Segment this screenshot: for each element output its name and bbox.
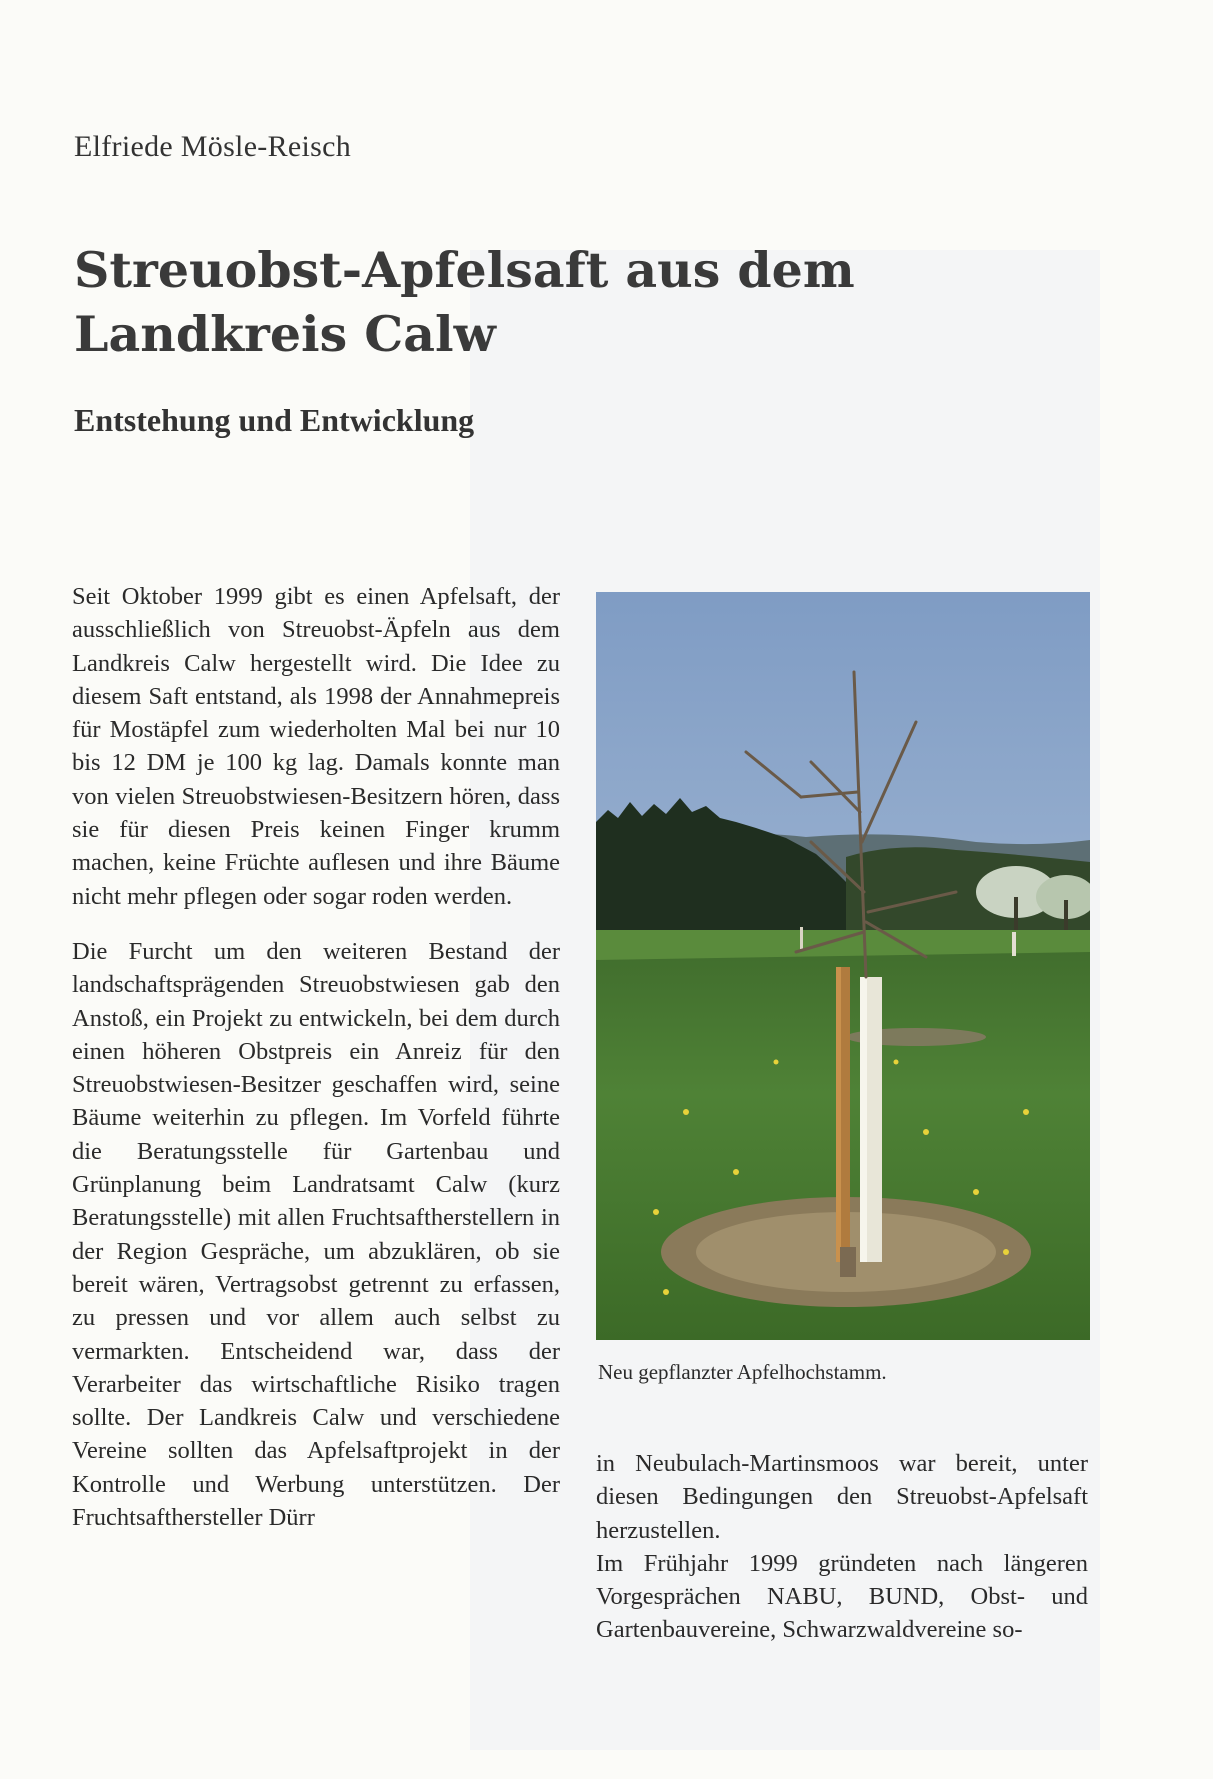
author-name: Elfriede Mösle-Reisch bbox=[74, 130, 352, 163]
right-text-column bbox=[596, 1447, 1088, 1647]
tree-photo bbox=[596, 592, 1090, 1340]
figure-caption: Neu gepflanzter Apfelhochstamm. bbox=[598, 1360, 887, 1384]
article-title: Streuobst-Apfelsaft aus dem Landkreis Calw bbox=[74, 241, 855, 363]
left-text-column bbox=[72, 580, 560, 1556]
paragraph: Seit Oktober 1999 gibt es einen Apfelsaft, der ausschließlich von Streuobst-Äpfeln aus dem Landkreis Calw hergestellt wird. Die Idee zu diesem Saft entstand, als 1998 der Annahmepreis für Mostäpfel zum wiederholten Mal bei nur 10 bis 12 DM je 100 kg lag. Damals konnte man von vielen Streuobstwiesen-Besitzern hören, dass sie für diesen Preis keinen Finger krumm machen, keine Früchte auflesen und ihre Bäume nicht mehr pflegen oder sogar roden werden. bbox=[72, 583, 560, 910]
paragraph: Die Furcht um den weiteren Bestand der landschaftsprägenden Streuobstwiesen gab den Anstoß, ein Projekt zu entwickeln, bei dem durch einen höheren Obstpreis ein Anreiz für den Streuobstwiesen-Besitzer geschaffen wird, seine Bäume weiterhin zu pflegen. Im Vorfeld führte die Beratungsstelle für Gartenbau und Grünplanung beim Landratsamt Calw (kurz Beratungsstelle) mit allen Fruchtsaftherstellern in der Region Gespräche, um abzuklären, ob sie bereit wären, Vertragsobst getrennt zu erfassen, zu pressen und vor allem auch selbst zu vermarkten. Entscheidend war, dass der Verarbeiter das wirtschaftliche Risiko tragen sollte. Der Landkreis Calw und verschiedene Vereine sollten das Apfelsaftprojekt in der Kontrolle und Werbung unterstützen. Der Fruchtsafthersteller Dürr bbox=[72, 937, 560, 1532]
article-subtitle: Entstehung und Entwicklung bbox=[74, 402, 475, 438]
paragraph: Im Frühjahr 1999 gründeten nach längeren Vorgesprächen NABU, BUND, Obst- und Gartenbauvereine, Schwarzwaldvereine so- bbox=[596, 1549, 1088, 1644]
paragraph: in Neubulach-Martinsmoos war bereit, unter diesen Bedingungen den Streuobst-Apfelsaft herzustellen. bbox=[596, 1450, 1088, 1544]
